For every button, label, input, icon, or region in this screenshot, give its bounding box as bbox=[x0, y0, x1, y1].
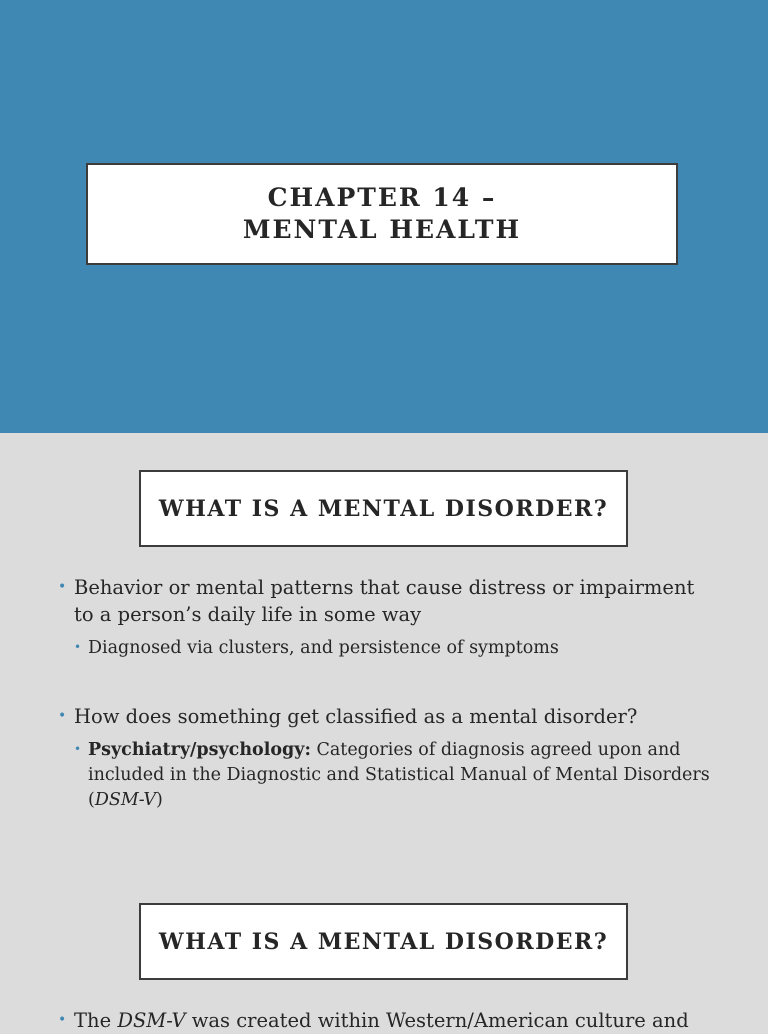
slide-what-is-mental-disorder bbox=[0, 433, 768, 866]
bullet-dot-icon: • bbox=[58, 708, 67, 724]
sub-bullet-text: Categories of diagnosis agreed upon and included in the Diagnostic and Statistical Manual of Mental Disorders ( bbox=[88, 740, 710, 810]
sub-bullet-item: Diagnosed via clusters, and persistence of symptoms bbox=[88, 638, 559, 658]
bullet-item: Behavior or mental patterns that cause distress or impairment to a person’s daily life in some way bbox=[74, 576, 695, 626]
bullet-dot-icon: • bbox=[58, 579, 67, 595]
sub-bullet-text-end: ) bbox=[156, 790, 163, 810]
sub-bullet-bold-term: Psychiatry/psychology: bbox=[88, 740, 311, 760]
bullet-item: How does something get classified as a mental disorder? bbox=[74, 705, 638, 728]
sub-bullet-dot-icon: • bbox=[74, 742, 82, 756]
sub-bullet-italic-term: DSM-V bbox=[94, 790, 157, 810]
slide-what-is-mental-disorder-2 bbox=[0, 866, 768, 1032]
title-line-1: CHAPTER 14 – bbox=[267, 183, 497, 212]
bullet-dot-icon: • bbox=[58, 1012, 67, 1028]
title-box bbox=[86, 163, 678, 265]
sub-bullet-item bbox=[88, 738, 718, 813]
sub-bullet-dot-icon: • bbox=[74, 640, 82, 654]
slide-heading-box bbox=[139, 470, 628, 547]
title-slide bbox=[0, 0, 768, 433]
slide-heading: WHAT IS A MENTAL DISORDER? bbox=[158, 928, 609, 955]
slide-heading-box bbox=[139, 903, 628, 980]
title-line-2: MENTAL HEALTH bbox=[242, 215, 522, 244]
bullet-italic-term: DSM-V bbox=[117, 1009, 186, 1032]
bullet-text-rest: was created within Western/American culture and bbox=[185, 1009, 689, 1032]
bullet-item bbox=[74, 1007, 714, 1034]
bullet-text: The bbox=[74, 1009, 118, 1032]
slide-heading: WHAT IS A MENTAL DISORDER? bbox=[158, 495, 609, 522]
